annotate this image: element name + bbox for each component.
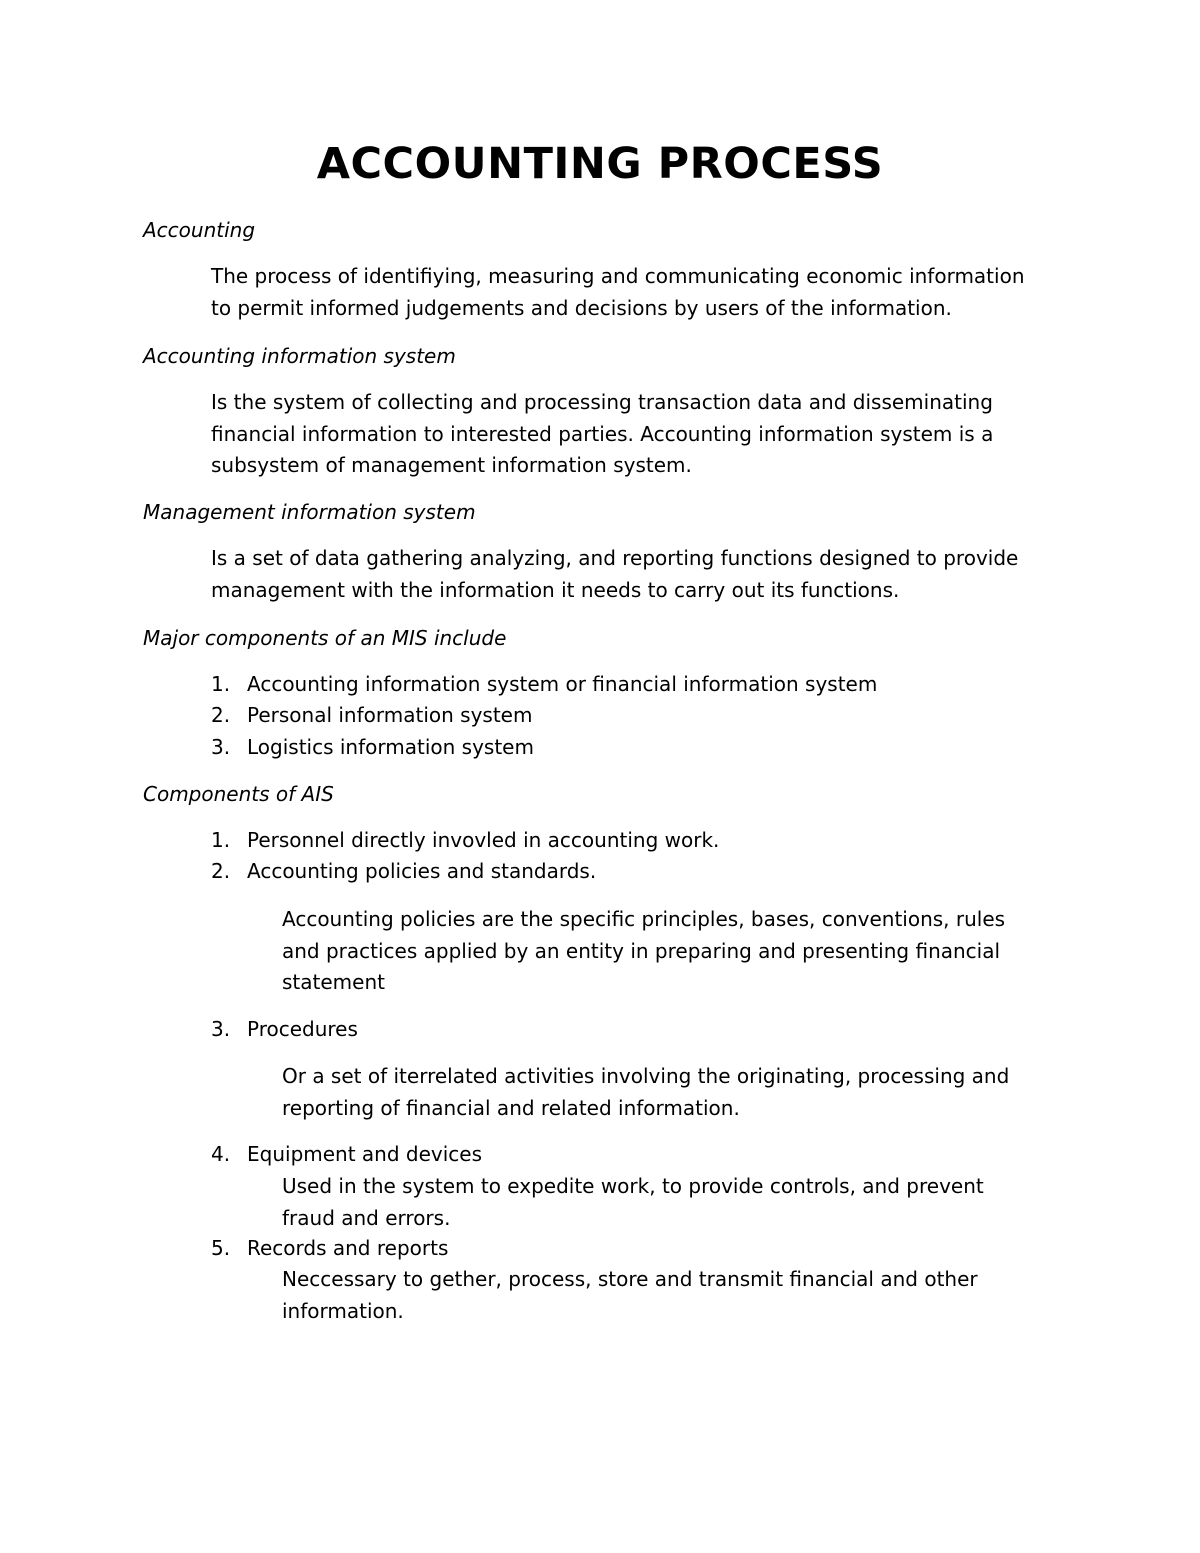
list-item	[211, 732, 534, 764]
list-item	[211, 856, 596, 888]
list-text: Procedures	[247, 1017, 358, 1041]
list-text: Records and reports	[247, 1236, 449, 1260]
text-line: Or a set of iterrelated activities involving the originating, processing and	[282, 1064, 1010, 1088]
list-number: 4.	[211, 1142, 231, 1166]
paragraph-accounting-definition	[211, 261, 1071, 324]
text-line: fraud and errors.	[282, 1205, 451, 1230]
list-number: 1.	[211, 828, 231, 852]
list-item-detail	[282, 1171, 1072, 1234]
heading-accounting-information-system: Accounting information system	[143, 344, 456, 368]
text-line: financial information to interested parties. Accounting information system is a	[211, 421, 994, 446]
list-item-detail	[282, 904, 1072, 999]
text-line: subsystem of management information system.	[211, 453, 692, 477]
text-line: statement	[282, 970, 385, 994]
list-text: Personnel directly invovled in accounting work.	[247, 828, 720, 852]
heading-accounting: Accounting	[143, 218, 256, 242]
paragraph-ais-definition	[211, 387, 1071, 482]
list-item	[211, 700, 532, 732]
list-item-detail	[282, 1061, 1072, 1124]
text-line: and practices applied by an entity in preparing and presenting financial	[282, 938, 1001, 963]
heading-management-information-system: Management information system	[143, 500, 476, 524]
list-number: 5.	[211, 1236, 231, 1260]
heading-mis-components: Major components of an MIS include	[143, 626, 507, 650]
list-item	[211, 825, 719, 857]
heading-ais-components: Components of AIS	[143, 782, 334, 806]
text-line: Accounting policies are the specific principles, bases, conventions, rules	[282, 907, 1006, 931]
text-line: Used in the system to expedite work, to provide controls, and prevent	[282, 1174, 984, 1198]
paragraph-mis-definition	[211, 543, 1071, 606]
list-number: 2.	[211, 859, 231, 883]
list-item	[211, 1139, 482, 1171]
text-line: Is the system of collecting and processing transaction data and disseminating	[211, 390, 993, 414]
text-line: reporting of financial and related information.	[282, 1095, 740, 1120]
list-text: Equipment and devices	[247, 1142, 483, 1166]
list-item-detail	[282, 1264, 1072, 1327]
list-text: Accounting policies and standards.	[247, 859, 597, 883]
list-number: 3.	[211, 1017, 231, 1041]
text-line: to permit informed judgements and decisions by users of the information.	[211, 295, 952, 320]
list-number: 1.	[211, 672, 231, 696]
text-line: Is a set of data gathering analyzing, and reporting functions designed to provide	[211, 546, 1019, 570]
text-line: The process of identifiying, measuring and communicating economic information	[211, 264, 1025, 288]
list-item	[211, 1233, 448, 1265]
list-text: Personal information system	[247, 703, 533, 727]
list-number: 2.	[211, 703, 231, 727]
list-number: 3.	[211, 735, 231, 759]
list-item	[211, 1014, 358, 1046]
list-text: Accounting information system or financial information system	[247, 672, 878, 696]
list-text: Logistics information system	[247, 735, 534, 759]
text-line: management with the information it needs to carry out its functions.	[211, 577, 900, 602]
text-line: information.	[282, 1298, 404, 1323]
list-item	[211, 669, 877, 701]
text-line: Neccessary to gether, process, store and transmit financial and other	[282, 1267, 978, 1291]
page-title: ACCOUNTING PROCESS	[316, 139, 884, 189]
